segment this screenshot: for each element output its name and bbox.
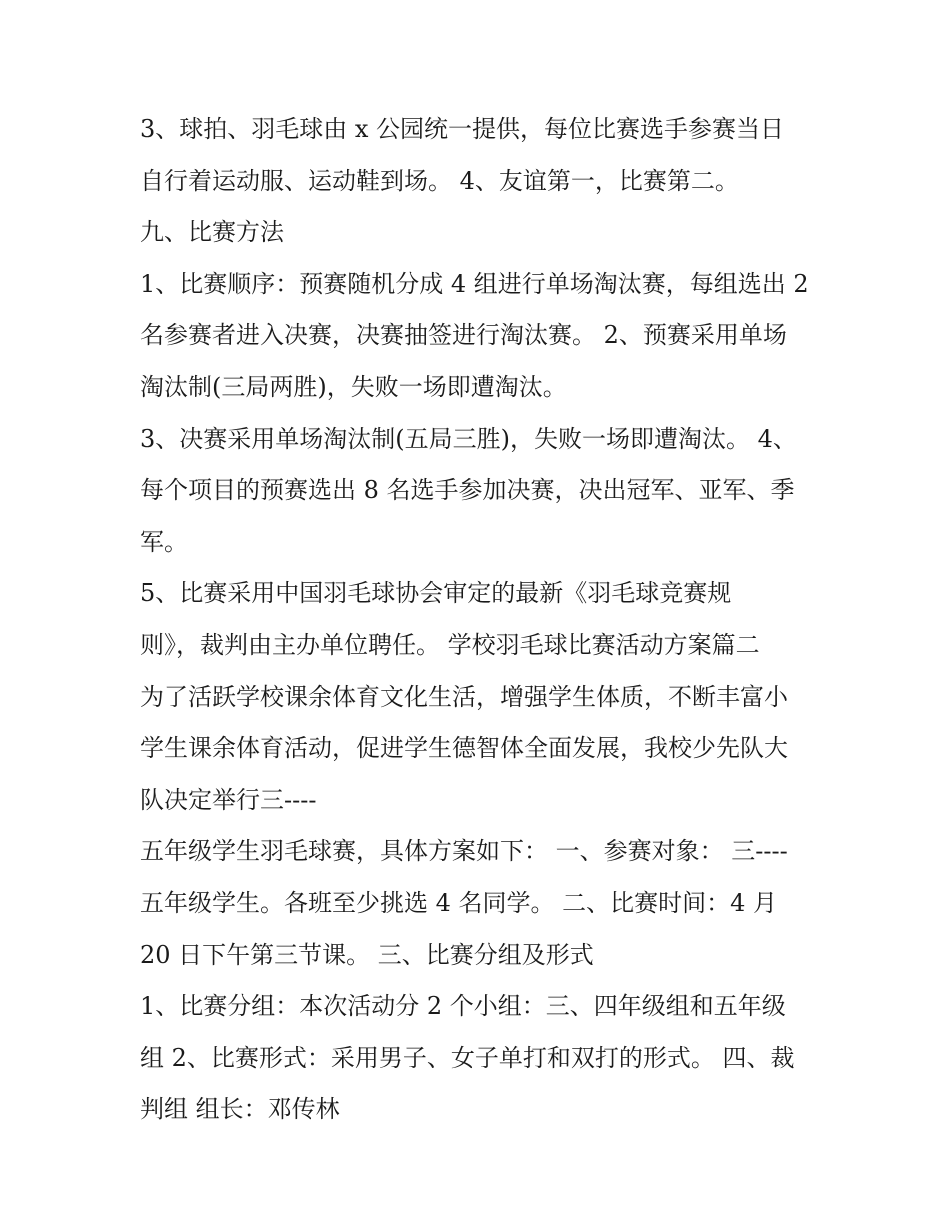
section-heading: 九、比赛方法 — [140, 218, 284, 247]
text-line: 1、比赛分组：本次活动分 2 个小组：三、四年级组和五年级 — [140, 992, 786, 1021]
text-line: 名参赛者进入决赛，决赛抽签进行淘汰赛。 2、预赛采用单场 — [140, 321, 787, 350]
text-line: 每个项目的预赛选出 8 名选手参加决赛，决出冠军、亚军、季 — [140, 476, 795, 505]
text-line: 5、比赛采用中国羽毛球协会审定的最新《羽毛球竞赛规 — [140, 579, 732, 608]
text-line: 判组 组长：邓传林 — [140, 1095, 340, 1124]
text-line: 则》，裁判由主办单位聘任。 学校羽毛球比赛活动方案篇二 — [140, 630, 760, 659]
text-line: 为了活跃学校课余体育文化生活，增强学生体质，不断丰富小 — [140, 682, 788, 711]
document-body — [140, 104, 820, 1136]
text-line: 3、决赛采用单场淘汰制(五局三胜)，失败一场即遭淘汰。 4、 — [140, 424, 797, 453]
text-line: 队决定举行三---- — [140, 785, 317, 814]
text-line: 淘汰制(三局两胜)，失败一场即遭淘汰。 — [140, 372, 567, 401]
text-line: 3、球拍、羽毛球由 x 公园统一提供，每位比赛选手参赛当日 — [140, 115, 785, 143]
text-line: 1、比赛顺序：预赛随机分成 4 组进行单场淘汰赛，每组选出 2 — [140, 269, 809, 298]
text-line: 组 2、比赛形式：采用男子、女子单打和双打的形式。 四、裁 — [140, 1043, 795, 1072]
text-line: 学生课余体育活动，促进学生德智体全面发展，我校少先队大 — [140, 734, 788, 763]
text-line: 五年级学生。各班至少挑选 4 名同学。 二、比赛时间：4 月 — [140, 888, 778, 917]
text-line: 军。 — [140, 527, 188, 556]
text-line: 20 日下午第三节课。 三、比赛分组及形式 — [140, 940, 594, 969]
text-line: 五年级学生羽毛球赛，具体方案如下： 一、参赛对象： 三---- — [140, 837, 788, 866]
text-line: 自行着运动服、运动鞋到场。 4、友谊第一，比赛第二。 — [140, 166, 739, 195]
